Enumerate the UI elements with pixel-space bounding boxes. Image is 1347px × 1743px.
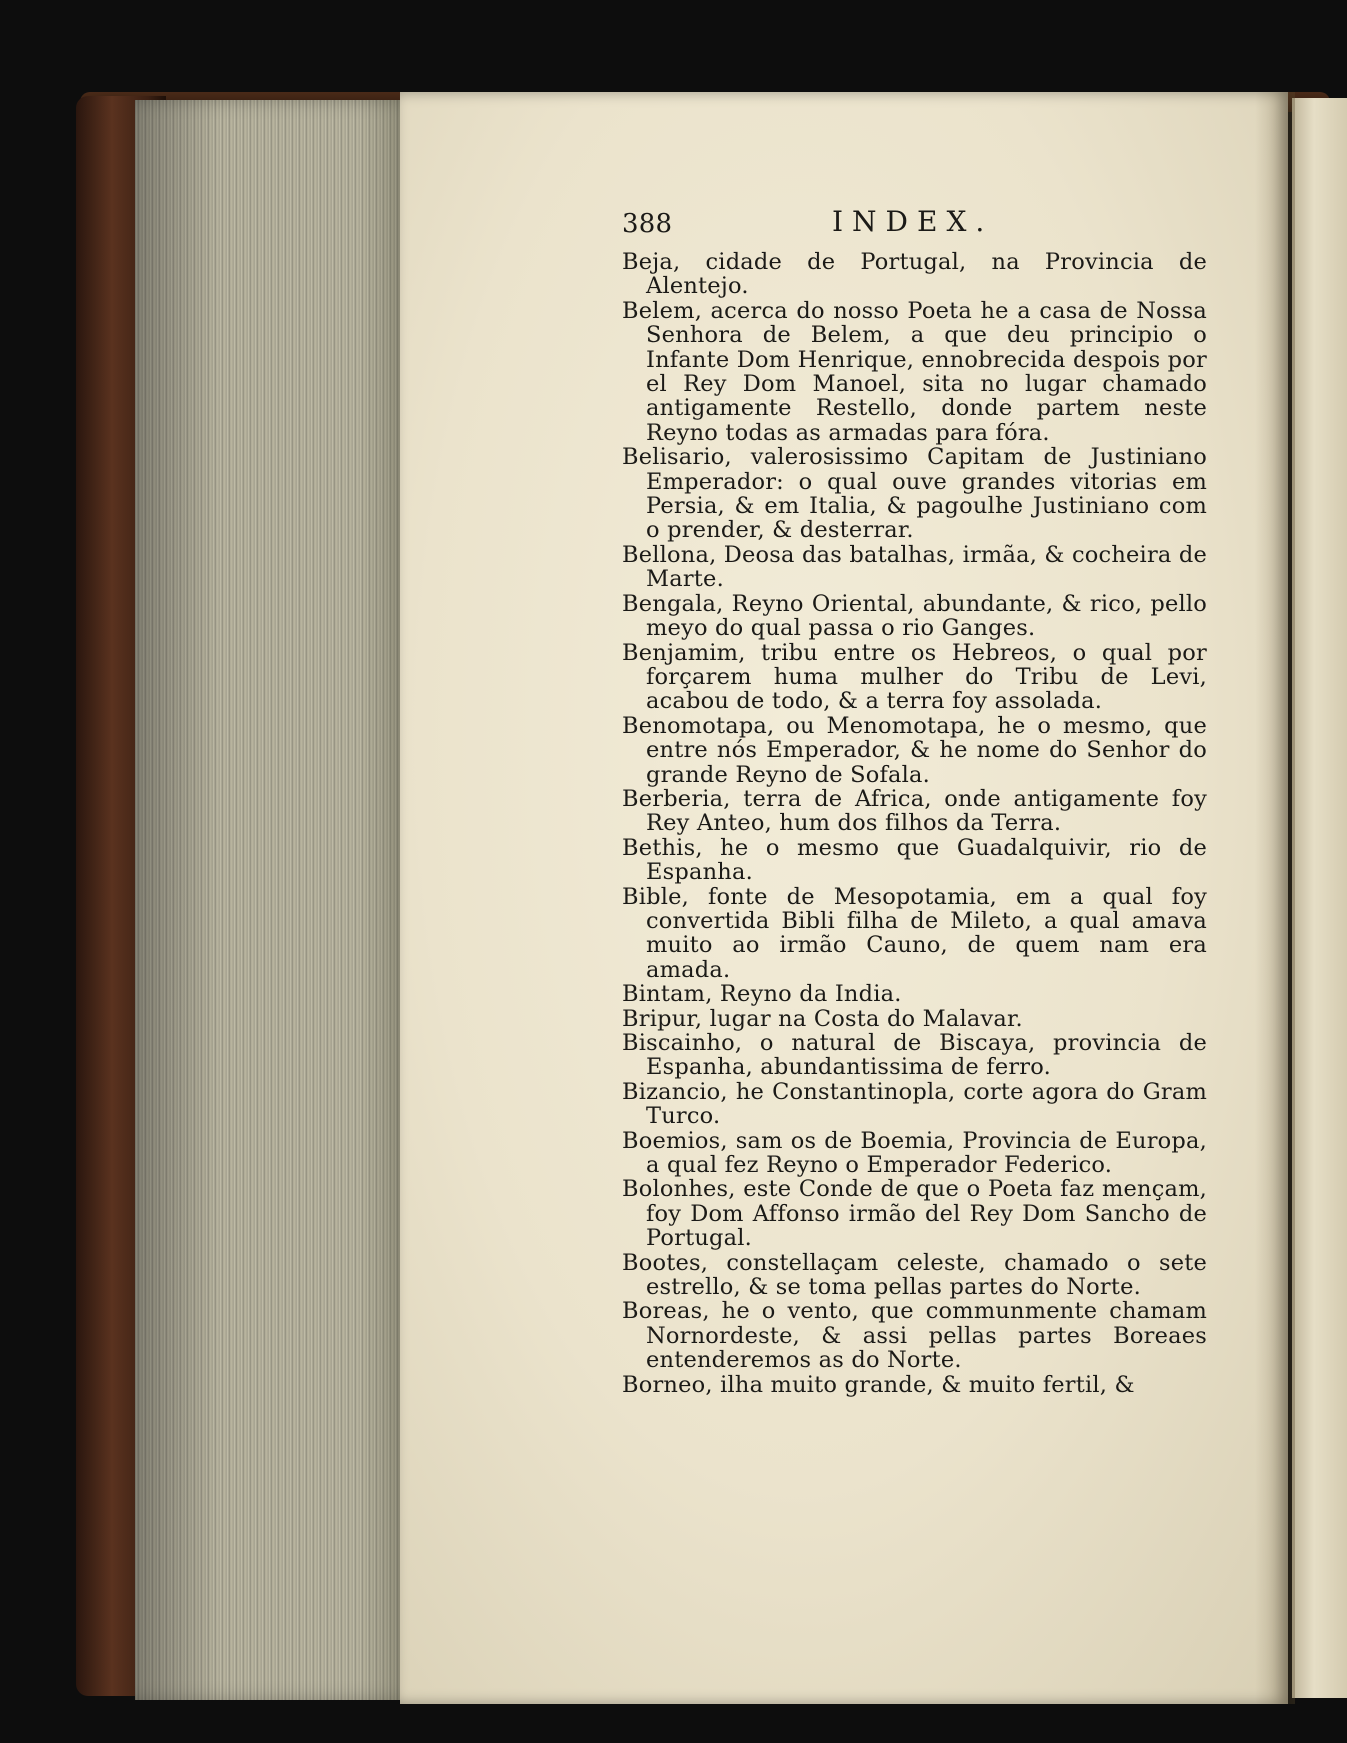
index-entry: Bethis, he o mesmo que Guadalquivir, rio de Espanha. (622, 834, 1207, 886)
index-entry: Bizancio, he Constantinopla, corte agora do Gram Turco. (622, 1078, 1207, 1130)
page-edges-shading (135, 100, 415, 1700)
page-gutter-shadow (1255, 92, 1295, 1704)
index-entry: Bootes, constellaçam celeste, chamado o sete estrello, & se toma pellas partes do Norte. (622, 1249, 1207, 1301)
index-entry: Benjamim, tribu entre os Hebreos, o qual por forçarem huma mulher do Tribu de Levi, acabou de todo, & a terra foy assolada. (622, 639, 1207, 715)
page-header (622, 205, 1207, 244)
index-entry: Boemios, sam os de Boemia, Provincia de Europa, a qual fez Reyno o Emperador Federico. (622, 1127, 1207, 1179)
index-entry: Borneo, ilha muito grande, & muito fertil, & (622, 1371, 1135, 1398)
index-entry: Belisario, valerosissimo Capitam de Justiniano Emperador: o qual ouve grandes vitorias em Persia, & em Italia, & pagoulhe Justiniano com o prender, & desterrar. (622, 444, 1207, 544)
running-title: INDEX. (832, 205, 994, 238)
index-entry: Boreas, he o vento, que communmente chamam Nornordeste, & assi pellas partes Boreaes entenderemos as do Norte. (622, 1298, 1207, 1374)
index-entry: Bolonhes, este Conde de que o Poeta faz mençam, foy Dom Affonso irmão del Rey Dom Sancho de Portugal. (622, 1176, 1207, 1252)
index-entry: Biscainho, o natural de Biscaya, provincia de Espanha, abundantissima de ferro. (622, 1030, 1207, 1081)
index-entry: Berberia, terra de Africa, onde antigamente foy Rey Anteo, hum dos filhos da Terra. (622, 785, 1207, 837)
index-entry: Beja, cidade de Portugal, na Provincia de Alentejo. (622, 249, 1207, 300)
index-text (622, 205, 1207, 1398)
index-entries (622, 250, 1207, 1397)
index-entry: Bengala, Reyno Oriental, abundante, & rico, pello meyo do qual passa o rio Ganges. (622, 590, 1207, 642)
page-number: 388 (622, 209, 673, 239)
index-entry: Bintam, Reyno da India. (622, 981, 902, 1008)
facing-page-edge (1292, 98, 1347, 1698)
index-entry: Bellona, Deosa das batalhas, irmãa, & cocheira de Marte. (622, 541, 1207, 593)
index-entry: Belem, acerca do nosso Poeta he a casa de Nossa Senhora de Belem, a que deu principio o Infante Dom Henrique, ennobrecida despois por el Rey Dom Manoel, sita no lugar chamado antigamente Restello, donde partem neste Reyno todas as armadas para fóra. (622, 297, 1207, 446)
index-entry: Bripur, lugar na Costa do Malavar. (622, 1005, 1023, 1032)
index-entry: Bible, fonte de Mesopotamia, em a qual foy convertida Bibli filha de Mileto, a qual amava muito ao irmão Cauno, de quem nam era amada. (622, 883, 1207, 983)
index-entry: Benomotapa, ou Menomotapa, he o mesmo, que entre nós Emperador, & he nome do Senhor do grande Reyno de Sofala. (622, 712, 1207, 788)
